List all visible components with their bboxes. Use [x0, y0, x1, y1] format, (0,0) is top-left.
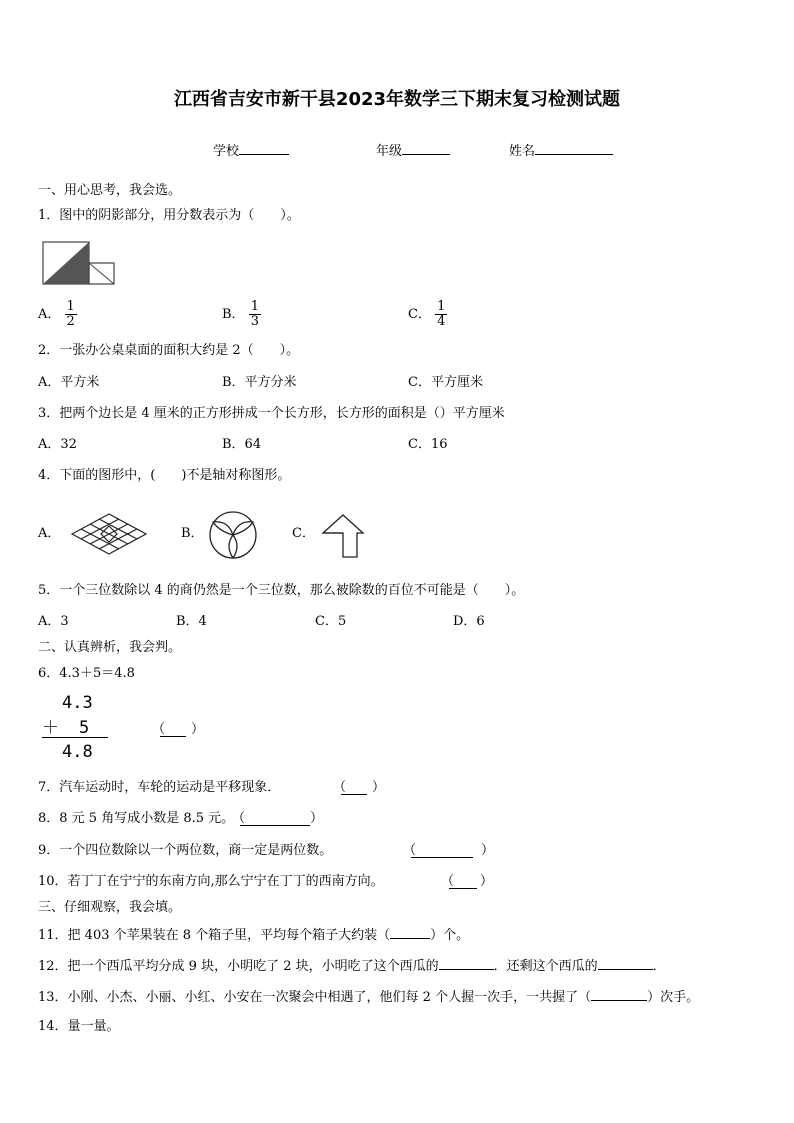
q4-option-c-label[interactable]: C． [292, 526, 315, 541]
vertical-calc-operand: 4.3 [62, 693, 93, 713]
vertical-calc-rule [42, 737, 108, 738]
school-label: 学校 [213, 144, 240, 159]
question-3: 3．把两个边长是 4 厘米的正方形拼成一个长方形，长方形的面积是（）平方厘米 [38, 406, 505, 421]
fraction-denominator: 2 [66, 314, 75, 329]
grade-label: 年级 [376, 144, 403, 159]
q1-option-c[interactable] [408, 297, 447, 333]
section-2-heading: 二、认真辨析，我会判。 [38, 640, 182, 655]
page-title: 江西省吉安市新干县2023年数学三下期末复习检测试题 [173, 89, 621, 110]
q12-answer-blank-2[interactable] [598, 957, 653, 970]
fraction-one-quarter [435, 300, 447, 329]
question-7: 7．汽车运动时，车轮的运动是平移现象． [38, 780, 281, 795]
q2-option-a[interactable]: A．平方米 [38, 375, 100, 390]
school-blank[interactable] [239, 142, 289, 155]
section-1-heading: 一、用心思考，我会选。 [38, 183, 182, 198]
q5-option-b[interactable]: B．4 [176, 614, 207, 629]
q12-text-after: ． [652, 959, 666, 974]
name-field[interactable] [509, 142, 613, 160]
option-a-label: A． [38, 307, 61, 322]
vertical-calc-addend: 5 [79, 718, 90, 738]
q1-option-a[interactable] [38, 297, 77, 333]
question-14: 14．量一量。 [38, 1019, 120, 1034]
question-13 [38, 988, 699, 1006]
q8-blank-underline [240, 825, 310, 826]
petal [229, 535, 237, 558]
grade-field[interactable] [376, 142, 450, 160]
q5-option-a[interactable]: A．3 [38, 614, 69, 629]
q9-blank-underline [411, 857, 473, 858]
fraction-numerator: 1 [437, 299, 446, 314]
circle-petal-figure [208, 510, 258, 560]
school-field[interactable] [213, 142, 289, 160]
fraction-denominator: 3 [250, 314, 259, 329]
q11-text-after: ）个。 [430, 928, 470, 943]
q5-option-c[interactable]: C．5 [315, 614, 347, 629]
shaded-shape-figure [42, 241, 116, 285]
fraction-denominator: 4 [437, 314, 446, 329]
q3-option-b[interactable]: B．64 [222, 437, 262, 452]
q12-text-middle: ．还剩这个西瓜的 [493, 959, 598, 974]
fraction-numerator: 1 [250, 299, 259, 314]
chinese-knot-figure [70, 512, 148, 556]
q6-blank-underline [160, 736, 186, 737]
question-6: 6．4.3＋5＝4.8 [38, 666, 135, 681]
q2-option-c[interactable]: C．平方厘米 [408, 375, 483, 390]
q13-text-before: 13．小刚、小杰、小丽、小红、小安在一次聚会中相遇了，他们每 2 个人握一次手，一共握了（ [38, 990, 592, 1005]
question-9: 9．一个四位数除以一个两位数，商一定是两位数。 [38, 843, 333, 858]
q10-blank-underline [449, 888, 477, 889]
q7-answer-blank[interactable]: （ ） [333, 780, 386, 795]
q13-answer-blank[interactable] [591, 988, 647, 1001]
q5-option-d[interactable]: D．6 [453, 614, 485, 629]
name-blank[interactable] [535, 142, 613, 155]
q11-text-before: 11．把 403 个苹果装在 8 个箱子里，平均每个箱子大约装（ [38, 928, 391, 943]
fraction-one-third [249, 300, 261, 329]
q12-text-before: 12．把一个西瓜平均分成 9 块，小明吃了 2 块，小明吃了这个西瓜的 [38, 959, 439, 974]
question-8: 8．8 元 5 角写成小数是 8.5 元。 [38, 811, 235, 826]
question-4: 4．下面的图形中，( )不是轴对称图形。 [38, 468, 291, 483]
question-11 [38, 926, 469, 944]
question-5: 5．一个三位数除以 4 的商仍然是一个三位数，那么被除数的百位不可能是（ ）。 [38, 583, 525, 598]
q13-text-after: ）次手。 [647, 990, 700, 1005]
petal [233, 522, 253, 535]
question-12 [38, 957, 666, 975]
question-2: 2．一张办公桌桌面的面积大约是 2（ ）。 [38, 343, 300, 358]
q10-answer-blank[interactable]: （ ） [441, 874, 494, 889]
arrow-shape-figure [321, 513, 365, 559]
q6-answer-blank[interactable]: （ ） [152, 722, 205, 737]
petal [213, 522, 233, 535]
shaded-triangle [43, 242, 89, 284]
fraction-numerator: 1 [66, 299, 75, 314]
option-c-label: C． [408, 307, 431, 322]
question-10: 10．若丁丁在宁宁的东南方向,那么宁宁在丁丁的西南方向。 [38, 874, 384, 889]
grade-blank[interactable] [402, 142, 450, 155]
arrow-outline [323, 515, 363, 557]
q7-blank-underline [341, 794, 367, 795]
fraction-one-half [65, 300, 77, 329]
q3-option-a[interactable]: A．32 [38, 437, 77, 452]
q12-answer-blank-1[interactable] [439, 957, 494, 970]
q11-answer-blank[interactable] [390, 926, 430, 939]
name-label: 姓名 [509, 144, 536, 159]
q2-option-b[interactable]: B．平方分米 [222, 375, 297, 390]
q4-option-b-label[interactable]: B． [181, 526, 204, 541]
option-b-label: B． [222, 307, 245, 322]
section-3-heading: 三、仔细观察，我会填。 [38, 900, 182, 915]
q3-option-c[interactable]: C．16 [408, 437, 448, 452]
q8-answer-blank[interactable]: （ ） [232, 811, 324, 826]
vertical-calc-result: 4.8 [62, 742, 93, 762]
q4-option-a-label[interactable]: A． [38, 526, 61, 541]
figure-diagonal [89, 263, 114, 284]
vertical-calc-operator: ＋ [42, 718, 59, 738]
q1-option-b[interactable] [222, 297, 261, 333]
q9-answer-blank[interactable]: （ ） [403, 843, 495, 858]
question-1: 1．图中的阴影部分，用分数表示为（ ）。 [38, 208, 300, 223]
